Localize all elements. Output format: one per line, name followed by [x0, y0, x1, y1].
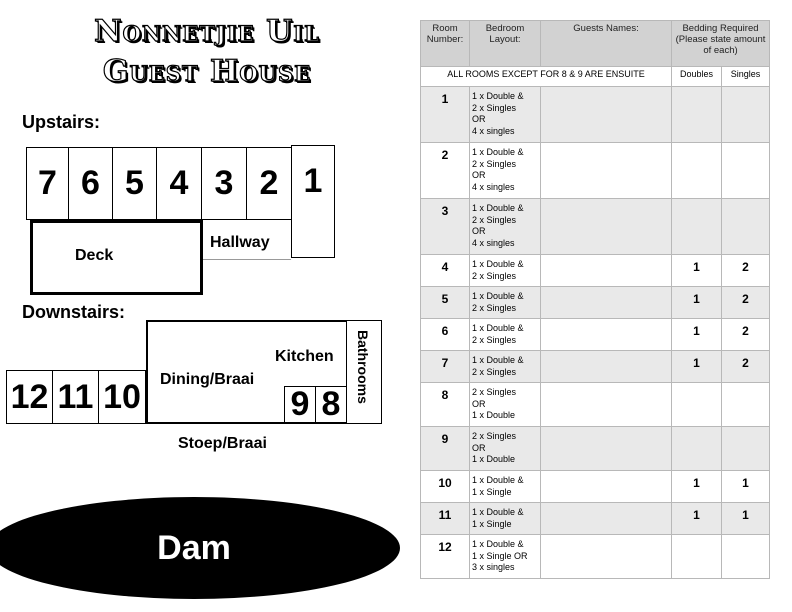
layout-line: OR — [472, 114, 486, 124]
doubles-cell[interactable] — [672, 383, 722, 427]
doubles-cell[interactable] — [672, 535, 722, 579]
header-singles: Singles — [722, 67, 770, 87]
table-row — [421, 287, 770, 319]
table-row — [421, 319, 770, 351]
layout-line: 1 x Double & — [472, 355, 524, 365]
singles-cell[interactable] — [722, 143, 770, 199]
room-number-cell: 8 — [421, 383, 470, 427]
room-number-cell: 7 — [421, 351, 470, 383]
deck — [30, 220, 203, 295]
layout-cell — [470, 199, 541, 255]
room-9: 9 — [284, 386, 316, 423]
layout-cell — [470, 287, 541, 319]
guest-table — [420, 20, 770, 579]
layout-line: 2 x Singles — [472, 214, 517, 225]
layout-line: 1 x Double & — [472, 507, 524, 517]
doubles-cell[interactable] — [672, 199, 722, 255]
header-guests: Guests Names: — [541, 21, 672, 67]
layout-line: OR — [472, 226, 486, 236]
bathrooms-label: Bathrooms — [355, 330, 371, 404]
layout-cell — [470, 143, 541, 199]
layout-line: 1 x Double — [472, 454, 516, 464]
dam-label: Dam — [157, 528, 231, 567]
room-number-cell: 4 — [421, 255, 470, 287]
guest-name-cell[interactable] — [541, 383, 672, 427]
singles-cell[interactable]: 2 — [722, 255, 770, 287]
singles-cell[interactable]: 1 — [722, 471, 770, 503]
layout-line: 1 x Double & — [472, 259, 524, 269]
layout-line: 2 x Singles — [472, 270, 517, 281]
room-number-cell: 1 — [421, 87, 470, 143]
singles-cell[interactable] — [722, 383, 770, 427]
layout-cell — [470, 255, 541, 287]
room-3: 3 — [201, 147, 247, 220]
guest-name-cell[interactable] — [541, 255, 672, 287]
room-2: 2 — [246, 147, 292, 220]
layout-line: 1 x Double & — [472, 203, 524, 213]
singles-cell[interactable] — [722, 87, 770, 143]
doubles-cell[interactable]: 1 — [672, 319, 722, 351]
guest-name-cell[interactable] — [541, 319, 672, 351]
room-number-cell: 11 — [421, 503, 470, 535]
guest-name-cell[interactable] — [541, 87, 672, 143]
doubles-cell[interactable]: 1 — [672, 471, 722, 503]
guest-name-cell[interactable] — [541, 503, 672, 535]
table-row — [421, 471, 770, 503]
room-number-cell: 6 — [421, 319, 470, 351]
layout-line: 2 x Singles — [472, 387, 517, 397]
doubles-cell[interactable]: 1 — [672, 351, 722, 383]
hallway-edge — [203, 259, 291, 260]
singles-cell[interactable]: 2 — [722, 319, 770, 351]
room-7: 7 — [26, 147, 69, 220]
doubles-cell[interactable]: 1 — [672, 287, 722, 319]
layout-line: OR — [472, 170, 486, 180]
hallway-label: Hallway — [210, 234, 270, 251]
singles-cell[interactable]: 1 — [722, 503, 770, 535]
layout-line: 2 x Singles — [472, 431, 517, 441]
room-number-cell: 5 — [421, 287, 470, 319]
layout-cell — [470, 503, 541, 535]
layout-line: 1 x Single — [472, 486, 512, 497]
layout-line: 2 x Singles — [472, 302, 517, 313]
layout-cell — [470, 351, 541, 383]
layout-line: 1 x Single OR — [472, 550, 528, 561]
singles-cell[interactable] — [722, 199, 770, 255]
kitchen-label: Kitchen — [275, 348, 334, 365]
dam — [0, 497, 400, 599]
guest-name-cell[interactable] — [541, 143, 672, 199]
guest-name-cell[interactable] — [541, 427, 672, 471]
layout-cell — [470, 87, 541, 143]
guest-name-cell[interactable] — [541, 199, 672, 255]
singles-cell[interactable]: 2 — [722, 351, 770, 383]
room-10: 10 — [98, 370, 146, 424]
layout-cell — [470, 471, 541, 503]
table-row — [421, 427, 770, 471]
layout-line: 4 x singles — [472, 237, 515, 248]
room-1: 1 — [291, 145, 335, 258]
layout-line: 2 x Singles — [472, 102, 517, 113]
doubles-cell[interactable] — [672, 427, 722, 471]
layout-cell — [470, 535, 541, 579]
layout-line: 2 x Singles — [472, 334, 517, 345]
doubles-cell[interactable] — [672, 143, 722, 199]
table-header — [421, 21, 770, 67]
layout-line: 1 x Double & — [472, 147, 524, 157]
deck-label: Deck — [75, 247, 114, 264]
layout-cell — [470, 383, 541, 427]
layout-line: 2 x Singles — [472, 366, 517, 377]
doubles-cell[interactable]: 1 — [672, 503, 722, 535]
upstairs-label: Upstairs: — [22, 112, 101, 132]
downstairs-label: Downstairs: — [22, 302, 126, 322]
room-number-cell: 2 — [421, 143, 470, 199]
singles-cell[interactable] — [722, 427, 770, 471]
layout-line: 1 x Double & — [472, 475, 524, 485]
layout-line: 1 x Double & — [472, 291, 524, 301]
header-doubles: Doubles — [672, 67, 722, 87]
layout-line: 1 x Double & — [472, 539, 524, 549]
layout-cell — [470, 319, 541, 351]
room-number-cell: 3 — [421, 199, 470, 255]
layout-line: 2 x Singles — [472, 158, 517, 169]
table-subheader — [421, 67, 770, 87]
room-6: 6 — [68, 147, 113, 220]
stoep-label: Stoep/Braai — [178, 435, 267, 452]
layout-line: 1 x Double & — [472, 323, 524, 333]
layout-line: 4 x singles — [472, 181, 515, 192]
header-room-number: Room Number: — [421, 21, 470, 67]
layout-line: OR — [472, 442, 486, 453]
room-8: 8 — [315, 386, 347, 423]
room-number-cell: 12 — [421, 535, 470, 579]
table-row — [421, 535, 770, 579]
header-layout: Bedroom Layout: — [470, 21, 541, 67]
singles-cell[interactable] — [722, 535, 770, 579]
singles-cell[interactable]: 2 — [722, 287, 770, 319]
room-number-cell: 9 — [421, 427, 470, 471]
layout-line: 4 x singles — [472, 125, 515, 136]
guest-name-cell[interactable] — [541, 351, 672, 383]
layout-line: 1 x Double & — [472, 91, 524, 101]
doubles-cell[interactable]: 1 — [672, 255, 722, 287]
table-row — [421, 503, 770, 535]
room-5: 5 — [112, 147, 157, 220]
room-11: 11 — [52, 370, 99, 424]
table-row — [421, 87, 770, 143]
room-number-cell: 10 — [421, 471, 470, 503]
layout-line: 1 x Double — [472, 410, 516, 420]
doubles-cell[interactable] — [672, 87, 722, 143]
guest-name-cell[interactable] — [541, 535, 672, 579]
title-line-1: Nonnetjie Uil — [94, 14, 320, 49]
guest-name-cell[interactable] — [541, 287, 672, 319]
ensuite-note: ALL ROOMS EXCEPT FOR 8 & 9 ARE ENSUITE — [421, 67, 672, 87]
table-row — [421, 255, 770, 287]
guest-name-cell[interactable] — [541, 471, 672, 503]
layout-line: OR — [472, 398, 486, 409]
table-row — [421, 199, 770, 255]
layout-line: 1 x Single — [472, 518, 512, 529]
table-row — [421, 383, 770, 427]
header-bedding: Bedding Required (Please state amount of each) — [672, 21, 770, 67]
layout-cell — [470, 427, 541, 471]
layout-line: 3 x singles — [472, 562, 515, 572]
dining-label: Dining/Braai — [160, 371, 255, 388]
room-12: 12 — [6, 370, 53, 424]
table-row — [421, 351, 770, 383]
table-row — [421, 143, 770, 199]
title-line-2: Guest House — [102, 54, 312, 89]
room-4: 4 — [156, 147, 202, 220]
